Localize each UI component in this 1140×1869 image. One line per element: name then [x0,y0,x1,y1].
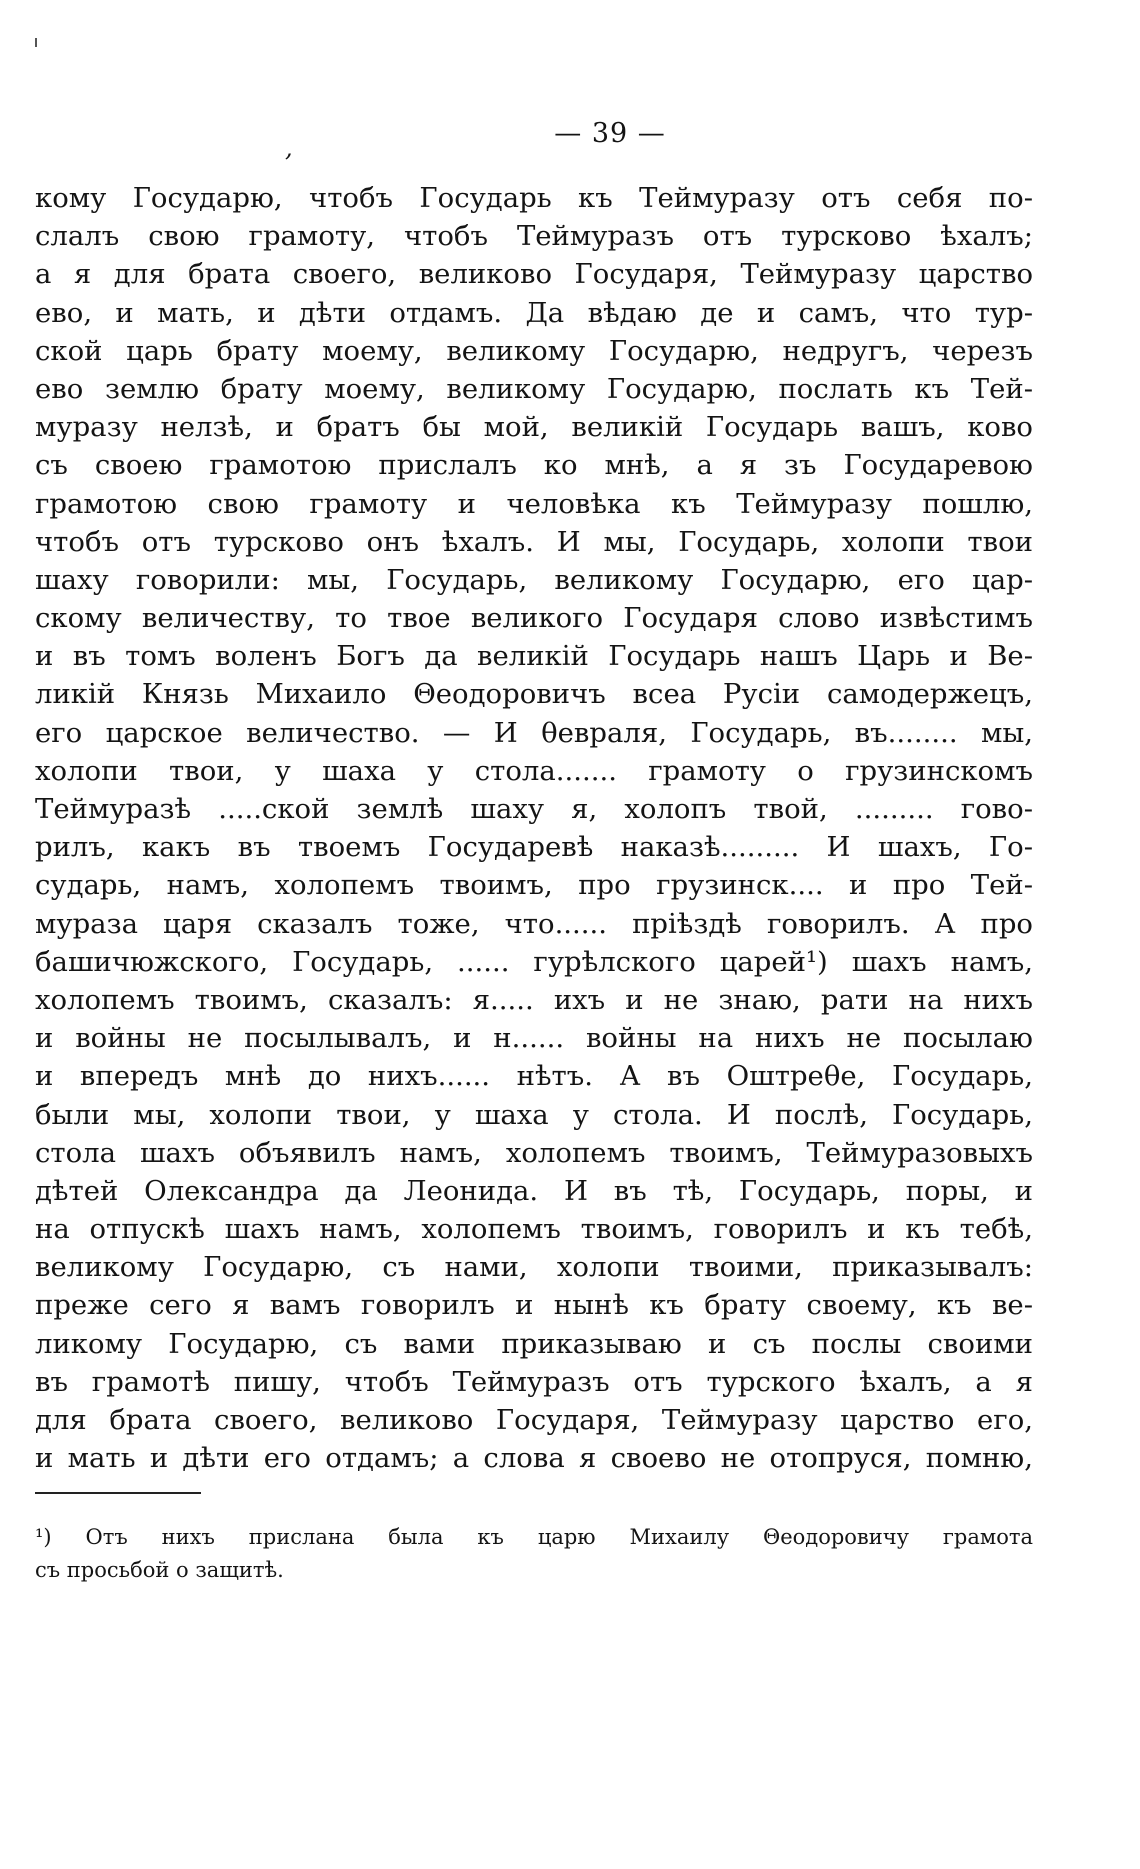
text-line: Теймуразѣ .....ской землѣ шаху я, холопъ твой, ......... гово- [35,793,1033,825]
page-number: — 39 — [554,118,666,149]
text-line: холопи твои, у шаха у стола....... грамоту о грузинскомъ [35,754,1033,787]
text-line: грамотою свою грамоту и человѣка къ Теймуразу пошлю, [35,487,1033,520]
text-line: великому Государю, съ нами, холопи твоими, приказывалъ: [35,1251,1033,1284]
text-line: для брата своего, великово Государя, Теймуразу царство его, [35,1404,1033,1436]
text-line: и войны не посылывалъ, и н...... войны на нихъ не посылаю [35,1022,1033,1055]
text-line: холопемъ твоимъ, сказалъ: я..... ихъ и не знаю, рати на нихъ [35,983,1033,1016]
text-line: сударь, намъ, холопемъ твоимъ, про грузинск.... и про Тей- [35,869,1033,902]
text-line: башичюжского, Государь, ...... гурѣлского царей¹) шахъ намъ, [35,945,1033,978]
text-line: его царское величество. — И θевраля, Государь, въ........ мы, [35,716,1033,749]
text-line: ликому Государю, съ вами приказываю и съ послы своими [35,1327,1033,1360]
text-line: ской царь брату моему, великому Государю, недругъ, черезъ [35,334,1033,367]
text-line: съ своею грамотою прислалъ ко мнѣ, а я зъ Государевою [35,449,1033,482]
text-line: мураза царя сказалъ тоже, что...... пріѣздѣ говорилъ. А про [35,907,1033,940]
text-line: дѣтей Олександра да Леонида. И въ тѣ, Государь, поры, и [35,1174,1033,1207]
stray-mark: , [285,134,293,162]
text-line: а я для брата своего, великово Государя, Теймуразу царство [35,258,1033,291]
text-line: муразу нелзѣ, и братъ бы мой, великій Государь вашъ, ково [35,411,1033,444]
footnote-line: ¹) Отъ нихъ прислана была къ царю Михаилу Θеодоровичу грамота [35,1525,1033,1549]
text-line: были мы, холопи твои, у шаха у стола. И послѣ, Государь, [35,1098,1033,1131]
text-line: ево землю брату моему, великому Государю, послать къ Тей- [35,372,1033,405]
text-line: рилъ, какъ въ твоемъ Государевѣ наказѣ......... И шахъ, Го- [35,831,1033,864]
text-line: кому Государю, чтобъ Государь къ Теймуразу отъ себя по- [35,182,1033,214]
text-line: стола шахъ объявилъ намъ, холопемъ твоимъ, Теймуразовыхъ [35,1136,1033,1169]
footnote [35,1521,1033,1587]
text-line: слалъ свою грамоту, чтобъ Теймуразъ отъ турсково ѣхалъ; [35,220,1033,253]
text-line: и мать и дѣти его отдамъ; а слова я своево не отопруся, помню, [35,1442,1033,1475]
text-line: и въ томъ воленъ Богъ да великій Государь нашъ Царь и Ве- [35,640,1033,673]
text-line: ево, и мать, и дѣти отдамъ. Да вѣдаю де и самъ, что тур- [35,296,1033,329]
scan-speck [35,38,37,47]
text-line: скому величеству, то твое великого Государя слово извѣстимъ [35,602,1033,635]
text-line: и впередъ мнѣ до нихъ...... нѣтъ. А въ Оштреθе, Государь, [35,1060,1033,1093]
footnote-rule [35,1492,201,1494]
text-line: шаху говорили: мы, Государь, великому Государю, его цар- [35,563,1033,596]
text-line: преже сего я вамъ говорилъ и нынѣ къ брату своему, къ ве- [35,1289,1033,1322]
text-line: ликій Князь Михаило Θеодоровичъ всеа Русіи самодержецъ, [35,678,1033,711]
text-line: чтобъ отъ турсково онъ ѣхалъ. И мы, Государь, холопи твои [35,525,1033,558]
text-line: на отпускѣ шахъ намъ, холопемъ твоимъ, говорилъ и къ тебѣ, [35,1213,1033,1246]
text-line: въ грамотѣ пишу, чтобъ Теймуразъ отъ турского ѣхалъ, а я [35,1365,1033,1398]
main-text [35,179,1033,1477]
footnote-line: съ просьбой о защитѣ. [35,1558,284,1582]
